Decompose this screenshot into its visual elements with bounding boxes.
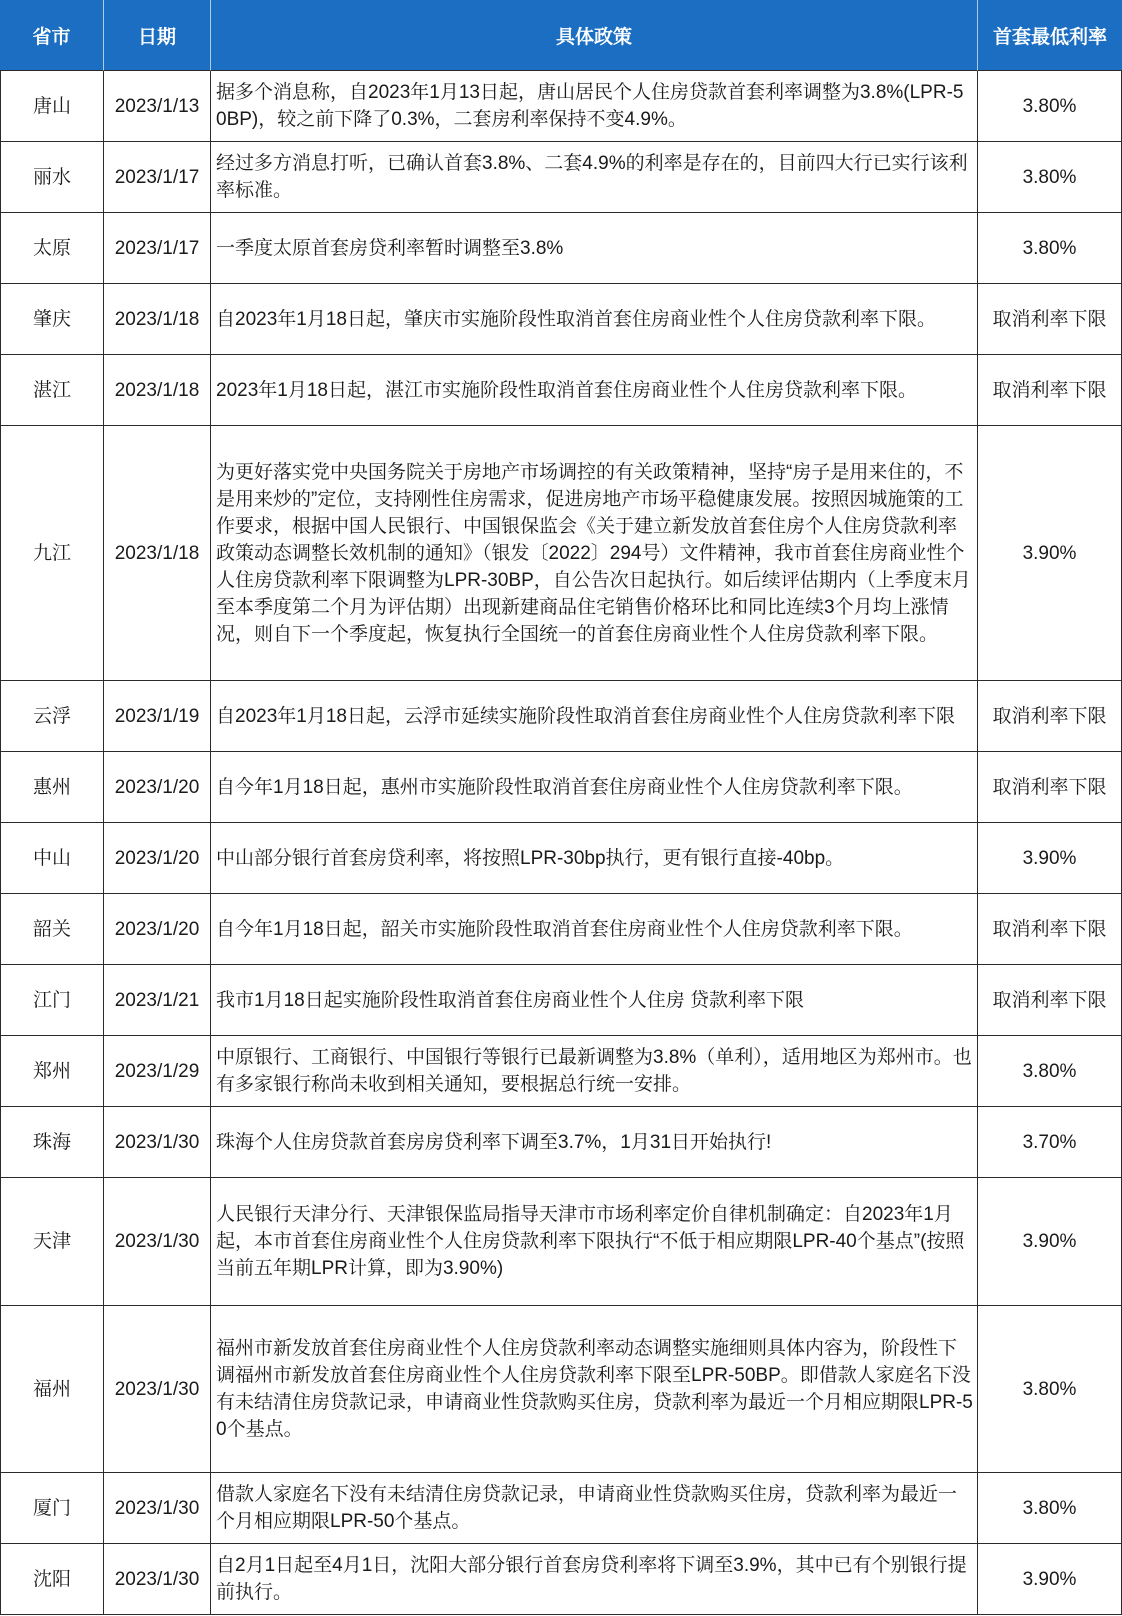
table-row	[0, 1306, 1122, 1473]
table-row	[0, 1473, 1122, 1544]
table-row	[0, 1544, 1122, 1615]
policy-cell: 我市1月18日起实施阶段性取消首套住房商业性个人住房 贷款利率下限	[211, 965, 978, 1036]
policy-cell: 自2023年1月18日起，云浮市延续实施阶段性取消首套住房商业性个人住房贷款利率下限	[211, 681, 978, 752]
policy-cell: 2023年1月18日起，湛江市实施阶段性取消首套住房商业性个人住房贷款利率下限。	[211, 355, 978, 426]
table-row	[0, 355, 1122, 426]
date-cell: 2023/1/21	[104, 965, 211, 1036]
city-cell: 韶关	[0, 894, 104, 965]
table-body	[0, 71, 1122, 1615]
city-cell: 肇庆	[0, 284, 104, 355]
header-min-rate: 首套最低利率	[978, 0, 1122, 71]
min-rate-cell: 取消利率下限	[978, 894, 1122, 965]
min-rate-cell: 3.90%	[978, 1544, 1122, 1615]
policy-cell: 自今年1月18日起，惠州市实施阶段性取消首套住房商业性个人住房贷款利率下限。	[211, 752, 978, 823]
policy-cell: 中山部分银行首套房贷利率，将按照LPR-30bp执行，更有银行直接-40bp。	[211, 823, 978, 894]
policy-cell: 自今年1月18日起，韶关市实施阶段性取消首套住房商业性个人住房贷款利率下限。	[211, 894, 978, 965]
table-header	[0, 0, 1122, 71]
table-row	[0, 752, 1122, 823]
policy-cell: 人民银行天津分行、天津银保监局指导天津市市场利率定价自律机制确定：自2023年1月起，本市首套住房商业性个人住房贷款利率下限执行“不低于相应期限LPR-40个基点”(按照当前五年期LPR计算，即为3.90%)	[211, 1178, 978, 1306]
min-rate-cell: 取消利率下限	[978, 752, 1122, 823]
min-rate-cell: 3.80%	[978, 142, 1122, 213]
city-cell: 丽水	[0, 142, 104, 213]
city-cell: 唐山	[0, 71, 104, 142]
policy-cell: 为更好落实党中央国务院关于房地产市场调控的有关政策精神，坚持“房子是用来住的，不是用来炒的”定位，支持刚性住房需求，促进房地产市场平稳健康发展。按照因城施策的工作要求，根据中国人民银行、中国银保监会《关于建立新发放首套住房个人住房贷款利率政策动态调整长效机制的通知》（银发〔2022〕294号）文件精神，我市首套住房商业性个人住房贷款利率下限调整为LPR-30BP，自公告次日起执行。如后续评估期内（上季度末月至本季度第二个月为评估期）出现新建商品住宅销售价格环比和同比连续3个月均上涨情况，则自下一个季度起，恢复执行全国统一的首套住房商业性个人住房贷款利率下限。	[211, 426, 978, 681]
date-cell: 2023/1/20	[104, 823, 211, 894]
city-cell: 郑州	[0, 1036, 104, 1107]
city-cell: 惠州	[0, 752, 104, 823]
min-rate-cell: 取消利率下限	[978, 355, 1122, 426]
date-cell: 2023/1/18	[104, 355, 211, 426]
city-cell: 九江	[0, 426, 104, 681]
city-cell: 太原	[0, 213, 104, 284]
min-rate-cell: 3.70%	[978, 1107, 1122, 1178]
date-cell: 2023/1/17	[104, 142, 211, 213]
min-rate-cell: 取消利率下限	[978, 284, 1122, 355]
date-cell: 2023/1/17	[104, 213, 211, 284]
date-cell: 2023/1/30	[104, 1107, 211, 1178]
city-cell: 沈阳	[0, 1544, 104, 1615]
table-row	[0, 681, 1122, 752]
table-row	[0, 71, 1122, 142]
table-row	[0, 426, 1122, 681]
policy-cell: 中原银行、工商银行、中国银行等银行已最新调整为3.8%（单利），适用地区为郑州市。也有多家银行称尚未收到相关通知，要根据总行统一安排。	[211, 1036, 978, 1107]
table-row	[0, 284, 1122, 355]
min-rate-cell: 取消利率下限	[978, 681, 1122, 752]
policy-cell: 经过多方消息打听，已确认首套3.8%、二套4.9%的利率是存在的，目前四大行已实行该利率标准。	[211, 142, 978, 213]
date-cell: 2023/1/18	[104, 284, 211, 355]
header-policy: 具体政策	[211, 0, 978, 71]
min-rate-cell: 3.90%	[978, 823, 1122, 894]
table-row	[0, 142, 1122, 213]
city-cell: 云浮	[0, 681, 104, 752]
min-rate-cell: 3.80%	[978, 213, 1122, 284]
city-cell: 中山	[0, 823, 104, 894]
min-rate-cell: 3.90%	[978, 426, 1122, 681]
date-cell: 2023/1/20	[104, 752, 211, 823]
city-cell: 江门	[0, 965, 104, 1036]
date-cell: 2023/1/13	[104, 71, 211, 142]
table-row	[0, 1178, 1122, 1306]
date-cell: 2023/1/30	[104, 1544, 211, 1615]
date-cell: 2023/1/30	[104, 1178, 211, 1306]
table-row	[0, 894, 1122, 965]
min-rate-cell: 3.90%	[978, 1178, 1122, 1306]
policy-cell: 自2月1日起至4月1日，沈阳大部分银行首套房贷利率将下调至3.9%，其中已有个别银行提前执行。	[211, 1544, 978, 1615]
city-cell: 天津	[0, 1178, 104, 1306]
table-row	[0, 213, 1122, 284]
date-cell: 2023/1/18	[104, 426, 211, 681]
city-cell: 珠海	[0, 1107, 104, 1178]
table-row	[0, 1107, 1122, 1178]
policy-cell: 福州市新发放首套住房商业性个人住房贷款利率动态调整实施细则具体内容为，阶段性下调福州市新发放首套住房商业性个人住房贷款利率下限至LPR-50BP。即借款人家庭名下没有未结清住房贷款记录，申请商业性贷款购买住房，贷款利率为最近一个月相应期限LPR-50个基点。	[211, 1306, 978, 1473]
date-cell: 2023/1/30	[104, 1473, 211, 1544]
date-cell: 2023/1/29	[104, 1036, 211, 1107]
header-row	[0, 0, 1122, 71]
header-city: 省市	[0, 0, 104, 71]
header-date: 日期	[104, 0, 211, 71]
min-rate-cell: 3.80%	[978, 1036, 1122, 1107]
date-cell: 2023/1/19	[104, 681, 211, 752]
date-cell: 2023/1/20	[104, 894, 211, 965]
table-row	[0, 1036, 1122, 1107]
min-rate-cell: 3.80%	[978, 71, 1122, 142]
policy-cell: 自2023年1月18日起，肇庆市实施阶段性取消首套住房商业性个人住房贷款利率下限。	[211, 284, 978, 355]
city-cell: 湛江	[0, 355, 104, 426]
policy-cell: 借款人家庭名下没有未结清住房贷款记录，申请商业性贷款购买住房，贷款利率为最近一个月相应期限LPR-50个基点。	[211, 1473, 978, 1544]
city-cell: 福州	[0, 1306, 104, 1473]
policy-cell: 一季度太原首套房贷利率暂时调整至3.8%	[211, 213, 978, 284]
table-row	[0, 965, 1122, 1036]
min-rate-cell: 3.80%	[978, 1473, 1122, 1544]
city-cell: 厦门	[0, 1473, 104, 1544]
date-cell: 2023/1/30	[104, 1306, 211, 1473]
policy-cell: 据多个消息称，自2023年1月13日起，唐山居民个人住房贷款首套利率调整为3.8%(LPR-50BP)，较之前下降了0.3%，二套房利率保持不变4.9%。	[211, 71, 978, 142]
min-rate-cell: 3.80%	[978, 1306, 1122, 1473]
min-rate-cell: 取消利率下限	[978, 965, 1122, 1036]
policy-cell: 珠海个人住房贷款首套房房贷利率下调至3.7%，1月31日开始执行!	[211, 1107, 978, 1178]
table-row	[0, 823, 1122, 894]
